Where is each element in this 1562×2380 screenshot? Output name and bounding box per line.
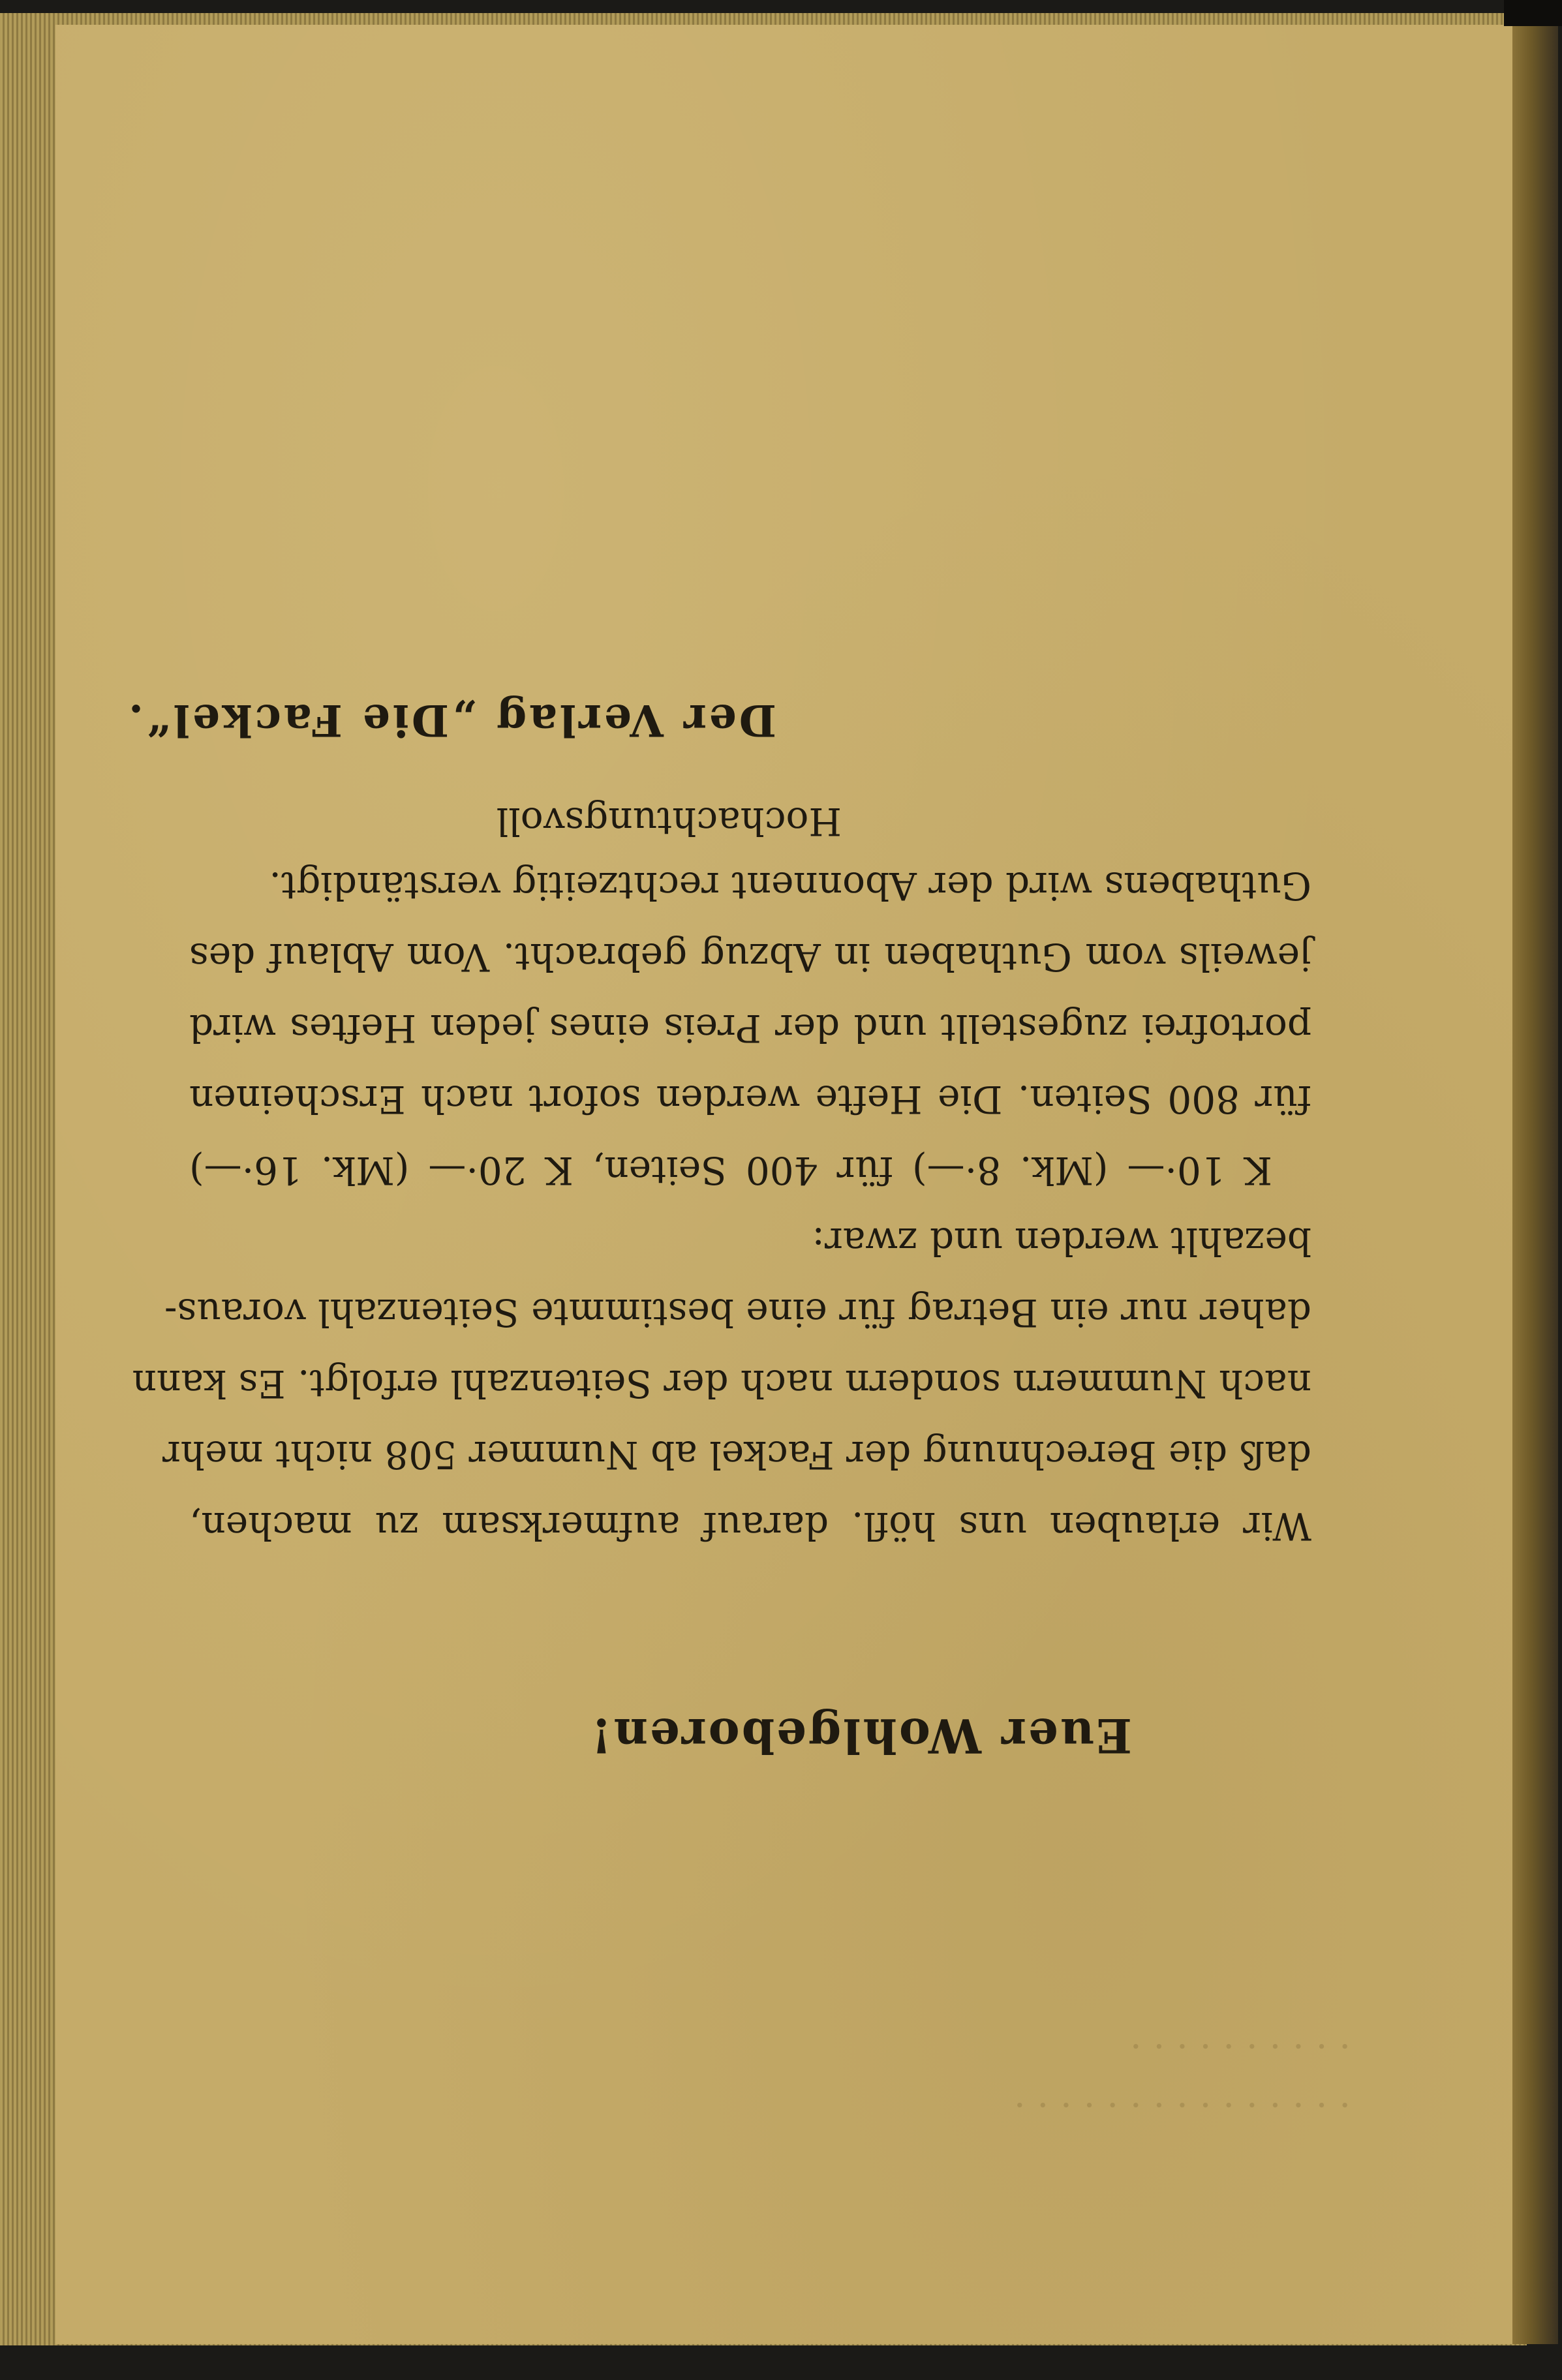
body-line: bezahlt werden und zwar: — [812, 1219, 1311, 1264]
body-line: nach Nummern sondern nach der Seitenzahl erfolgt. Es kann — [132, 1362, 1311, 1406]
body-line: portofrei zugestellt und der Preis eines jeden Heftes wird — [189, 1006, 1311, 1050]
body-line: K 10·— (Mk. 8·—) für 400 Seiten, K 20·— (Mk. 16·—) — [189, 1148, 1272, 1193]
body-line: daher nur ein Betrag für eine bestimmte Seitenzahl voraus- — [164, 1290, 1311, 1335]
scan-corner — [1504, 0, 1562, 26]
body-line: jeweils vom Guthaben in Abzug gebracht. Vom Ablauf des — [189, 935, 1311, 979]
signature: Der Verlag „Die Fackel“. — [125, 695, 776, 746]
bleed-through-text: · · · · · · · · · · · · · · · · · · · · · · · · · — [1013, 2024, 1351, 2126]
body-line: für 800 Seiten. Die Hefte werden sofort nach Erscheinen — [189, 1077, 1311, 1121]
body-line: daß die Berechnung der Fackel ab Nummer 508 nicht mehr — [162, 1433, 1311, 1477]
salutation: Euer Wohlgeboren! — [589, 1708, 1132, 1763]
body-line: Guthabens wird der Abonnent rechtzeitig verständigt. — [269, 864, 1311, 908]
rotated-letter — [55, 25, 1524, 2344]
letter-body — [132, 850, 1311, 1561]
closing: Hochachtungsvoll — [496, 799, 842, 844]
body-line: Wir erlauben uns höfl. darauf aufmerksam zu machen, — [189, 1504, 1311, 1548]
